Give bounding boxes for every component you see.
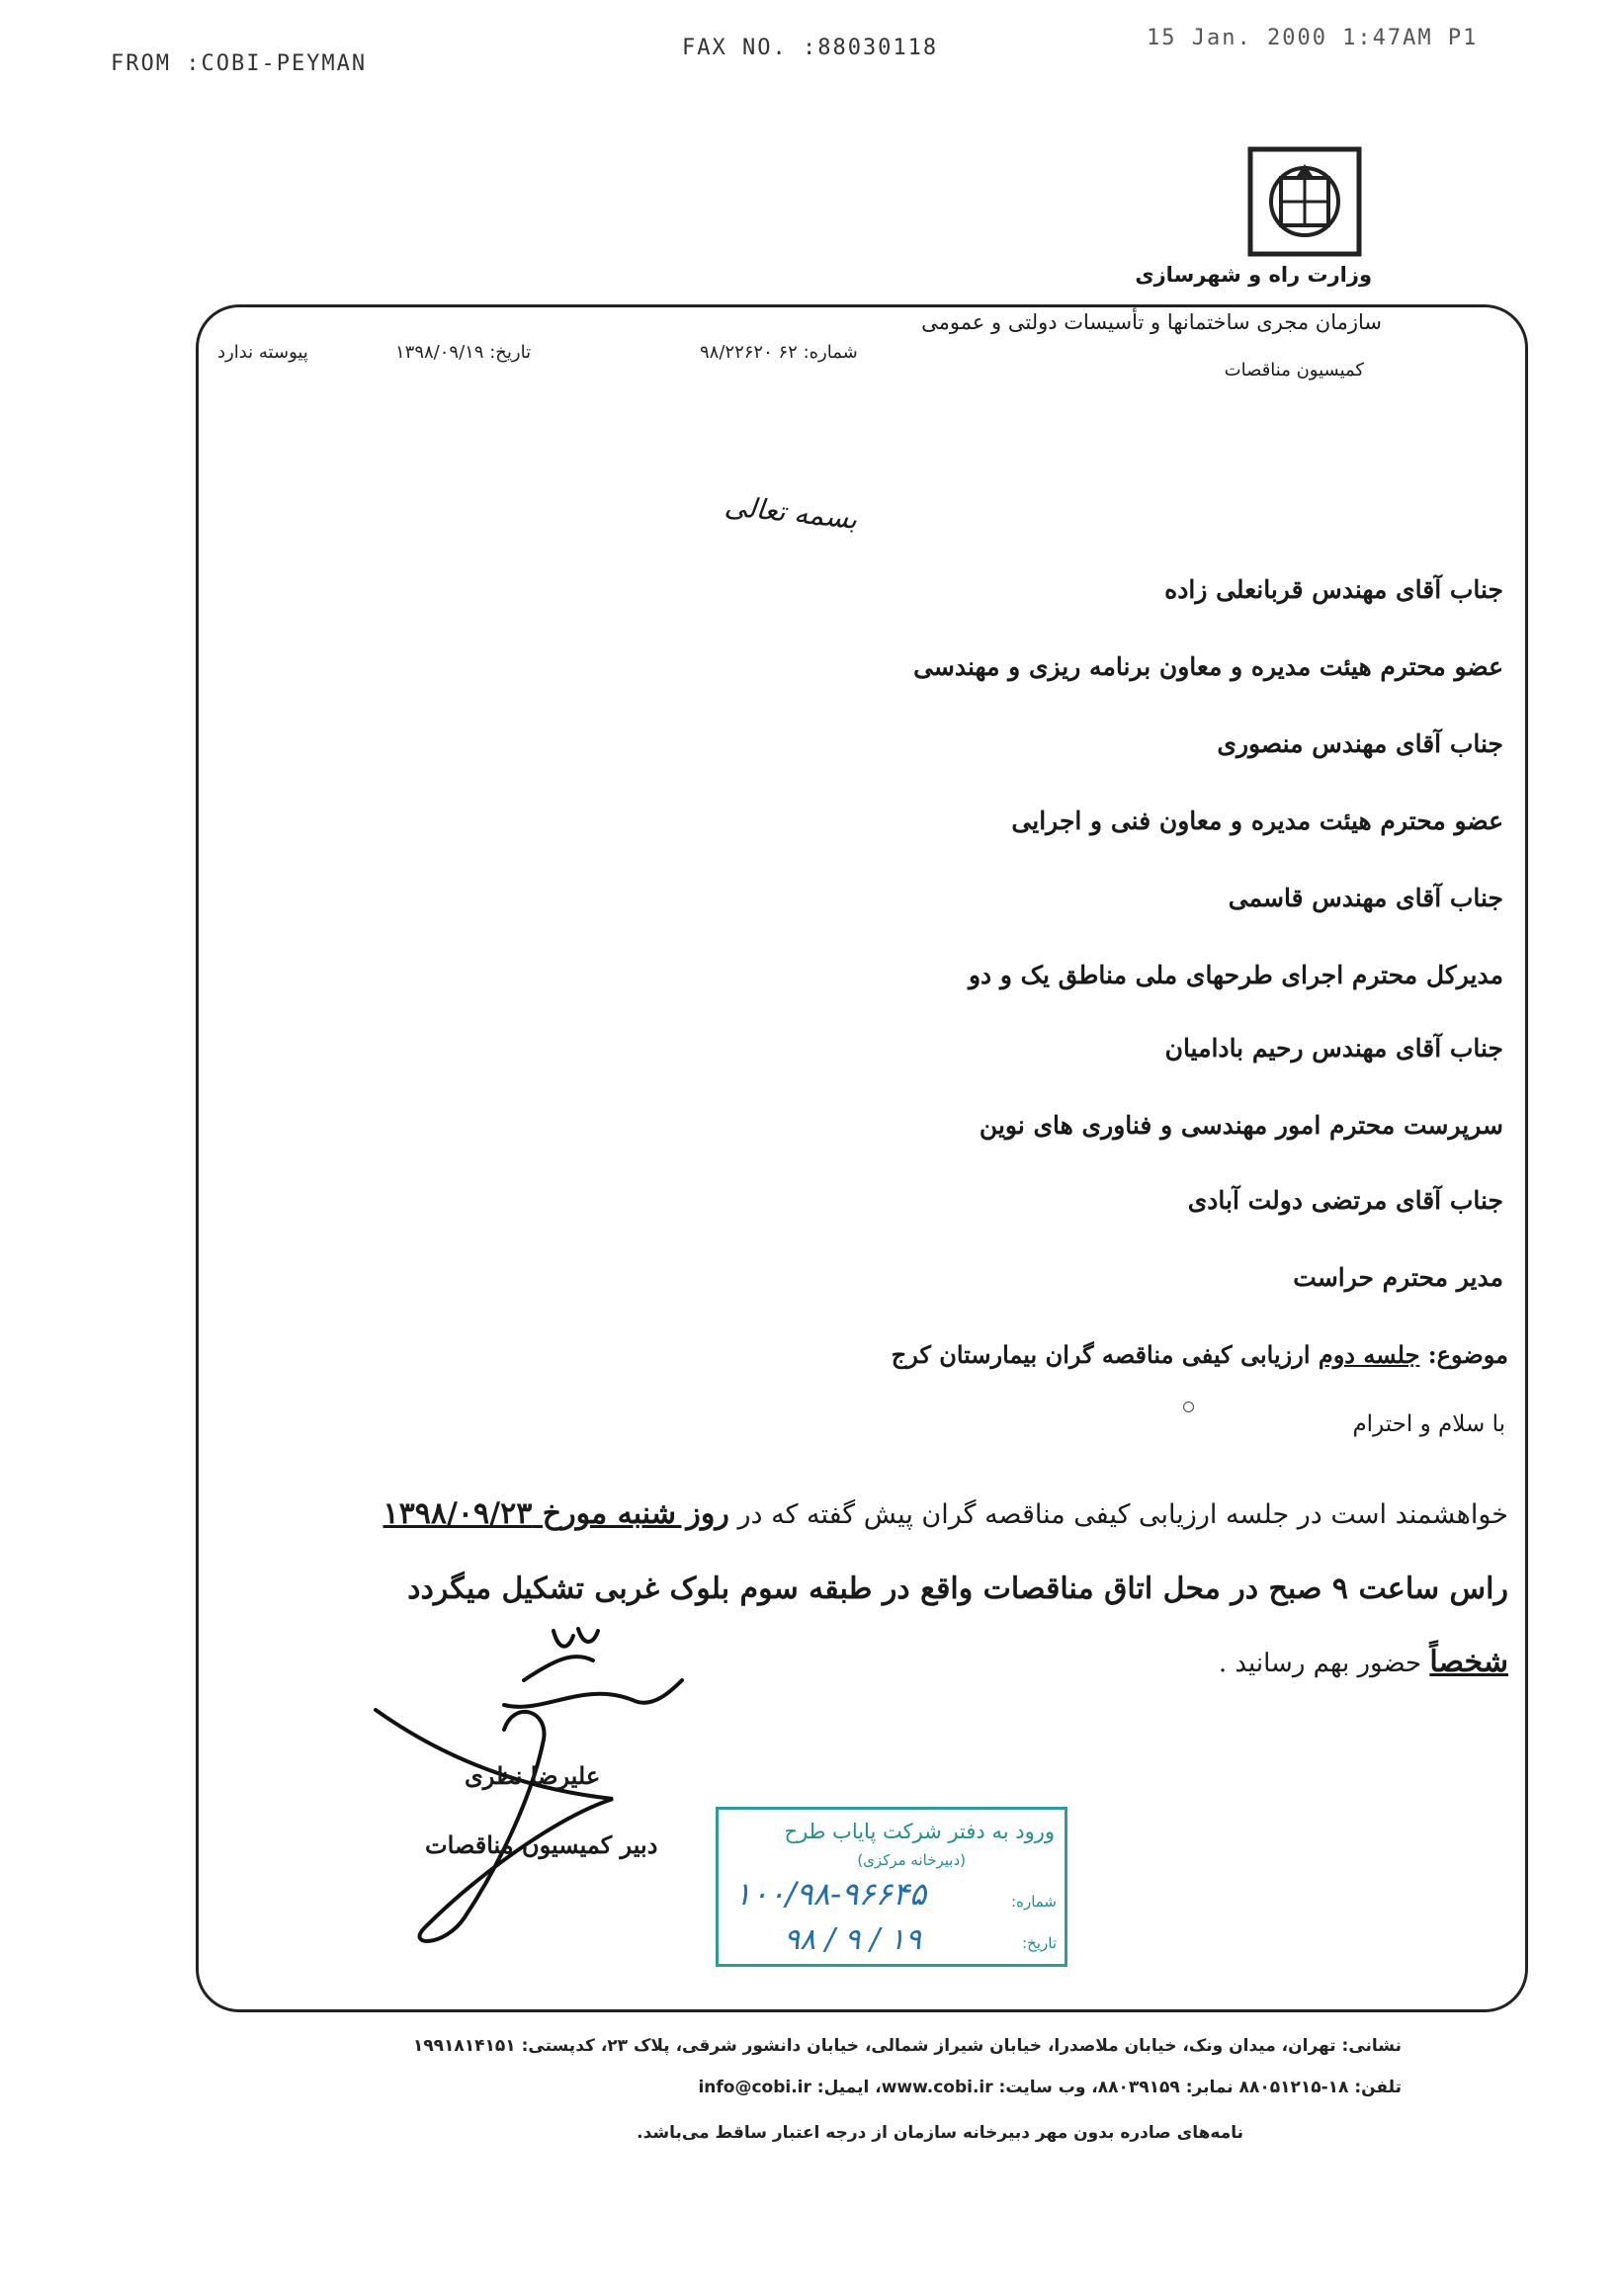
organization-name: سازمان مجری ساختمانها و تأسیسات دولتی و عمومی <box>921 310 1382 334</box>
body-line-1-date: روز شنبه مورخ ۱۳۹۸/۰۹/۲۳ <box>383 1496 729 1531</box>
fax-from: FROM :COBI-PEYMAN <box>111 51 368 76</box>
addressee-line: سرپرست محترم امور مهندسی و فناوری های نوین <box>979 1111 1503 1140</box>
handwritten-signature <box>356 1621 692 1961</box>
addressee-line: مدیر محترم حراست <box>1293 1263 1503 1292</box>
body-line-2: راس ساعت ۹ صبح در محل اتاق مناقصات واقع در طبقه سوم بلوک غربی تشکیل میگردد <box>407 1572 1508 1606</box>
department-name: کمیسیون مناقصات <box>1224 360 1364 381</box>
subject-text: ارزیابی کیفی مناقصه گران بیمارستان کرج <box>891 1340 1311 1369</box>
stamp-date-label: تاریخ: <box>1022 1934 1057 1952</box>
letter-date-label: تاریخ: <box>489 342 532 363</box>
addressee-line: مدیرکل محترم اجرای طرحهای ملی مناطق یک و دو <box>968 961 1503 989</box>
stamp-number-label: شماره: <box>1011 1893 1057 1911</box>
footer-note: نامه‌های صادره بدون مهر دبیرخانه سازمان از درجه اعتبار ساقط می‌باشد. <box>637 2123 1243 2143</box>
stamp-subtitle: (دبیرخانه مرکزی) <box>857 1851 966 1869</box>
addressee-line: جناب آقای مهندس منصوری <box>1217 729 1503 758</box>
addressee-line: جناب آقای مهندس رحیم بادامیان <box>1164 1034 1503 1063</box>
subject-label: موضوع: <box>1427 1340 1508 1369</box>
stamp-number-value: ۱۰۰/۹۸-۹۶۶۴۵ <box>734 1875 927 1913</box>
receipt-stamp <box>716 1807 1067 1967</box>
addressee-line: عضو محترم هیئت مدیره و معاون فنی و اجرایی <box>1011 807 1503 835</box>
signatory-name: علیرضا نظری <box>465 1761 601 1790</box>
addressee-line: جناب آقای مهندس قاسمی <box>1228 884 1503 912</box>
addressee-line: جناب آقای مهندس قربانعلی زاده <box>1164 575 1503 604</box>
attachment-label: پیوسته <box>258 342 308 363</box>
fax-number: FAX NO. :88030118 <box>682 36 939 60</box>
body-line-1-text: خواهشمند است در جلسه ارزیابی کیفی مناقصه گران پیش گفته که در <box>737 1499 1508 1530</box>
scan-mark <box>1183 1402 1194 1412</box>
stamp-date-value: ۹۸ / ۹ / ۱۹ <box>784 1922 921 1957</box>
body-line-3-bold: شخصاً <box>1429 1645 1508 1679</box>
fax-datetime: 15 Jan. 2000 1:47AM P1 <box>1147 26 1479 50</box>
footer-address: نشانی: تهران، میدان ونک، خیابان ملاصدرا، خیابان شیراز شمالی، خیابان دانشور شرقی، پلاک ۲۳، کدپستی: ۱۹۹۱۸۱۴۱۵۱ <box>412 2036 1402 2056</box>
letter-number-value: ۶۲ ۹۸/۲۲۶۲۰ <box>700 342 798 363</box>
subject-underlined: جلسه دوم <box>1318 1340 1420 1369</box>
letter-date-value: ۱۳۹۸/۰۹/۱۹ <box>395 342 484 363</box>
basmala: بسمه تعالی <box>724 489 860 536</box>
body-line-3 <box>1219 1645 1508 1679</box>
greeting: با سلام و احترام <box>1352 1411 1505 1437</box>
ministry-logo-icon <box>1247 146 1362 261</box>
footer-contact: تلفن: ۱۸-۸۸۰۵۱۲۱۵ نمابر: ۸۸۰۳۹۱۵۹، وب سایت: www.cobi.ir، ایمیل: info@cobi.ir <box>698 2078 1402 2097</box>
subject-line <box>892 1340 1508 1369</box>
ministry-name: وزارت راه و شهرسازی <box>1135 263 1372 287</box>
body-line-3-text: حضور بهم رسانید . <box>1218 1649 1422 1678</box>
addressee-line: عضو محترم هیئت مدیره و معاون برنامه ریزی و مهندسی <box>913 652 1503 681</box>
addressee-line: جناب آقای مرتضی دولت آبادی <box>1187 1186 1503 1215</box>
body-line-1 <box>383 1496 1509 1531</box>
signatory-title: دبیر کمیسیون مناقصات <box>425 1830 658 1859</box>
attachment-value: ندارد <box>217 342 254 363</box>
letter-number-label: شماره: <box>803 342 858 363</box>
stamp-title: ورود به دفتر شرکت پایاب طرح <box>784 1820 1055 1843</box>
